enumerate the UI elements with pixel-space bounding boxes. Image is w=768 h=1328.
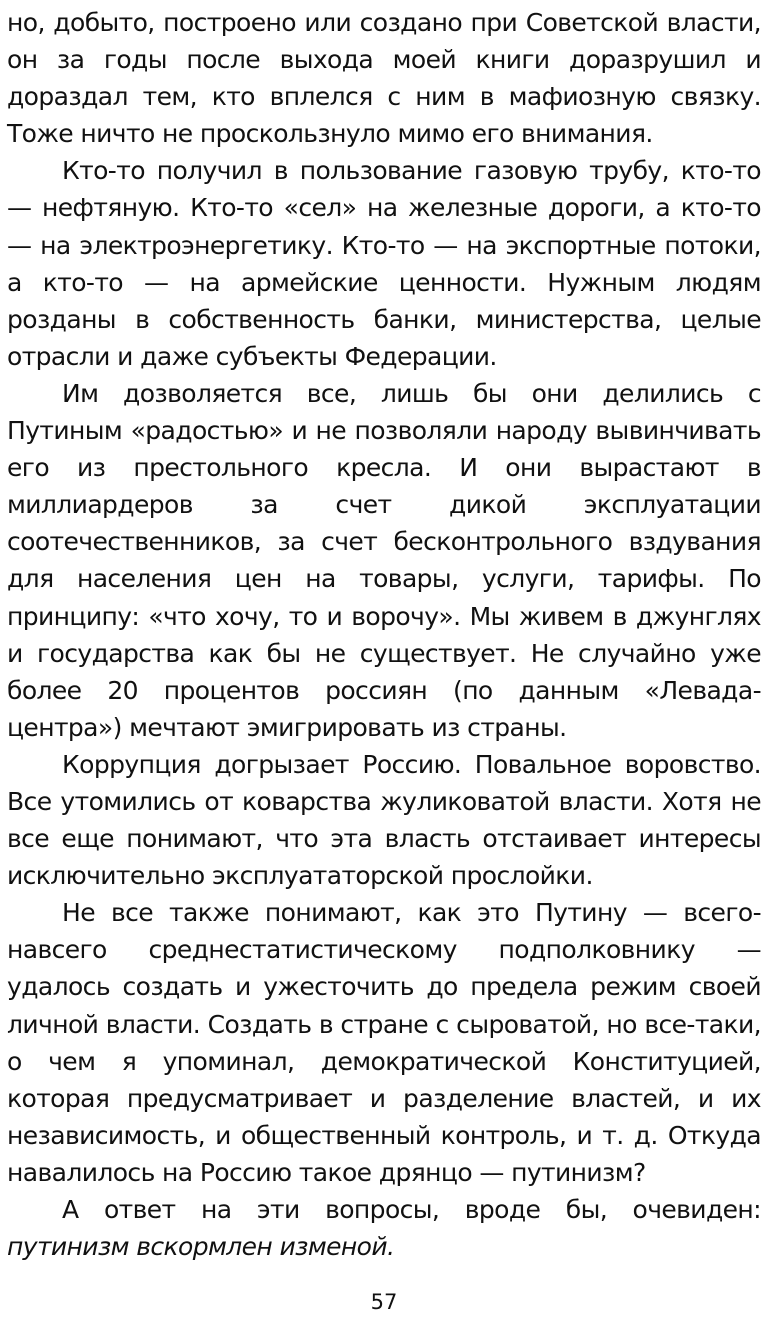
- page-number: 57: [370, 1290, 398, 1314]
- final-paragraph-plain: А ответ на эти вопросы, вроде бы, очевиден:: [62, 1195, 761, 1224]
- paragraph: Им дозволяется все, лишь бы они делились с Путиным «радостью» и не позволяли народу вывинчивать его из престольного кресла. И они вырастают в миллиардеров за счет дикой эксплуатации соотечественников, за счет бесконтрольного вздувания для населения цен на товары, услуги, тарифы. По принципу: «что хочу, то и ворочу». Мы живем в джунглях и государства как бы не существует. Не случайно уже более 20 процентов россиян (по данным «Левада-центра») мечтают эмигрировать из страны.: [7, 378, 761, 742]
- paragraph: Не все также понимают, как это Путину — всего-навсего среднестатистическому подполковнику — удалось создать и ужесточить до предела режим своей личной власти. Создать в стране с сыроватой, но все-таки, о чем я упоминал, демократической Конституцией, которая предусматривает и разделение властей, и их независимость, и общественный контроль, и т. д. Откуда навалилось на Россию такое дрянцо — путинизм?: [7, 898, 761, 1187]
- paragraph: Коррупция догрызает Россию. Повальное воровство. Все утомились от коварства жуликоватой власти. Хотя не все еще понимают, что эта власть отстаивает интересы исключительно эксплуататорской прослойки.: [7, 749, 761, 891]
- paragraph: Кто-то получил в пользование газовую трубу, кто-то — нефтяную. Кто-то «сел» на железные дороги, а кто-то — на электроэнергетику. Кто-то — на экспортные потоки, а кто-то — на армейские ценности. Нужным людям розданы в собственность банки, министерства, целые отрасли и даже субъекты Федерации.: [7, 156, 761, 371]
- paragraph: но, добыто, построено или создано при Советской власти, он за годы после выхода моей книги доразрушил и дораздал тем, кто вплелся с ним в мафиозную связку. Тоже ничто не проскользнуло мимо его внимания.: [7, 8, 761, 149]
- final-paragraph: [7, 1191, 761, 1265]
- final-paragraph-italic: путинизм вскормлен изменой.: [7, 1232, 395, 1262]
- body-text: [7, 4, 761, 1265]
